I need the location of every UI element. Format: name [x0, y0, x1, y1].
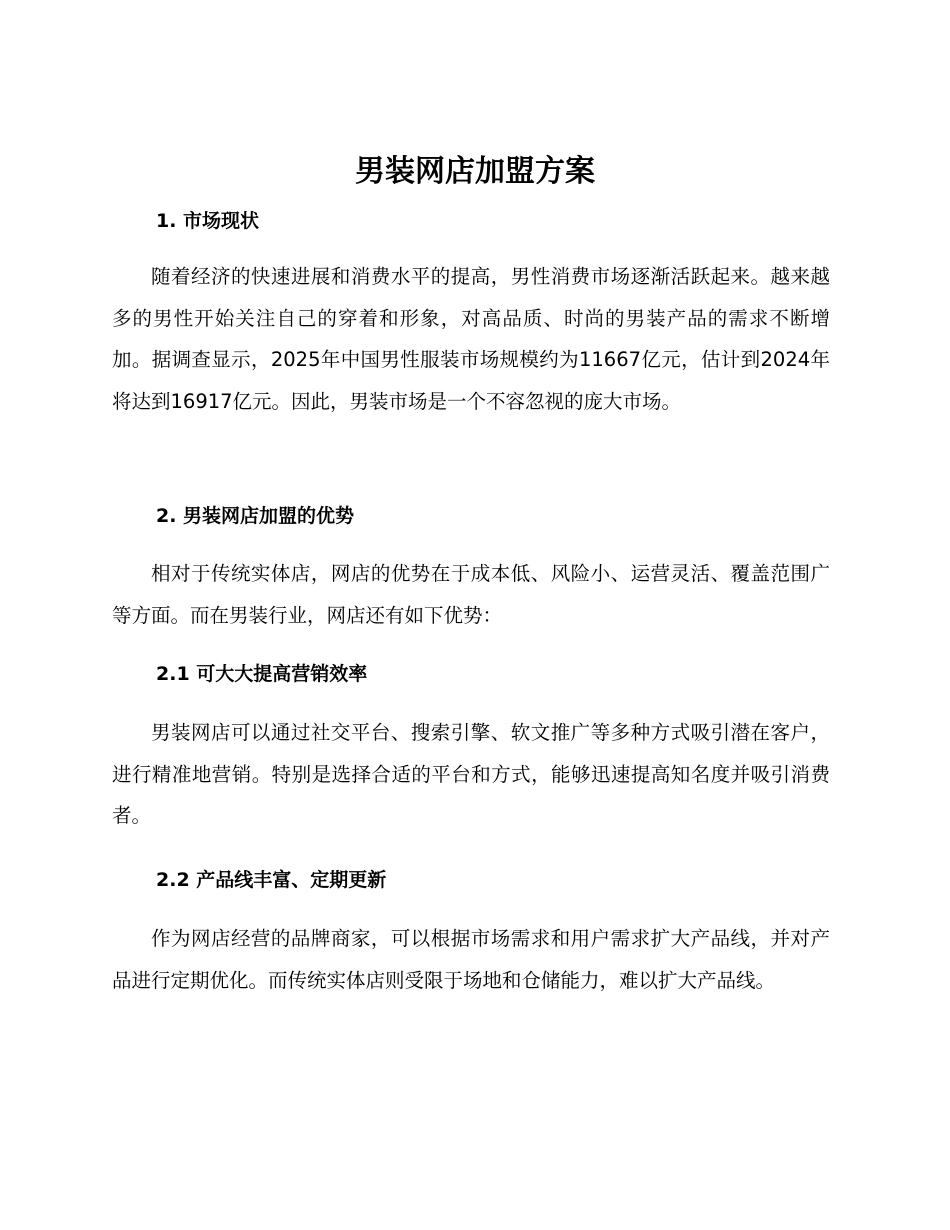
section-paragraph-marketing-efficiency: 男装网店可以通过社交平台、搜索引擎、软文推广等多种方式吸引潜在客户，进行精准地营销。特别是选择合适的平台和方式，能够迅速提高知名度并吸引消费者。: [112, 721, 830, 827]
section-paragraph-market-status: 随着经济的快速进展和消费水平的提高，男性消费市场逐渐活跃起来。越来越多的男性开始关注自己的穿着和形象，对高品质、时尚的男装产品的需求不断增加。据调查显示，2025年中国男性服装市场规模约为11667亿元，估计到2024年将达到16917亿元。因此，男装市场是一个不容忽视的庞大市场。: [112, 265, 830, 413]
section-heading-marketing-efficiency: 2.1 可大大提高营销效率: [156, 663, 368, 685]
section-heading-product-line: 2.2 产品线丰富、定期更新: [156, 869, 387, 891]
section-heading-advantages: 2. 男装网店加盟的优势: [156, 505, 355, 527]
section-paragraph-advantages: 相对于传统实体店，网店的优势在于成本低、风险小、运营灵活、覆盖范围广等方面。而在男装行业，网店还有如下优势：: [112, 562, 830, 627]
section-heading-market-status: 1. 市场现状: [156, 210, 260, 232]
section-paragraph-product-line: 作为网店经营的品牌商家，可以根据市场需求和用户需求扩大产品线，并对产品进行定期优化。而传统实体店则受限于场地和仓储能力，难以扩大产品线。: [112, 927, 830, 992]
document-title: 男装网店加盟方案: [355, 154, 595, 189]
